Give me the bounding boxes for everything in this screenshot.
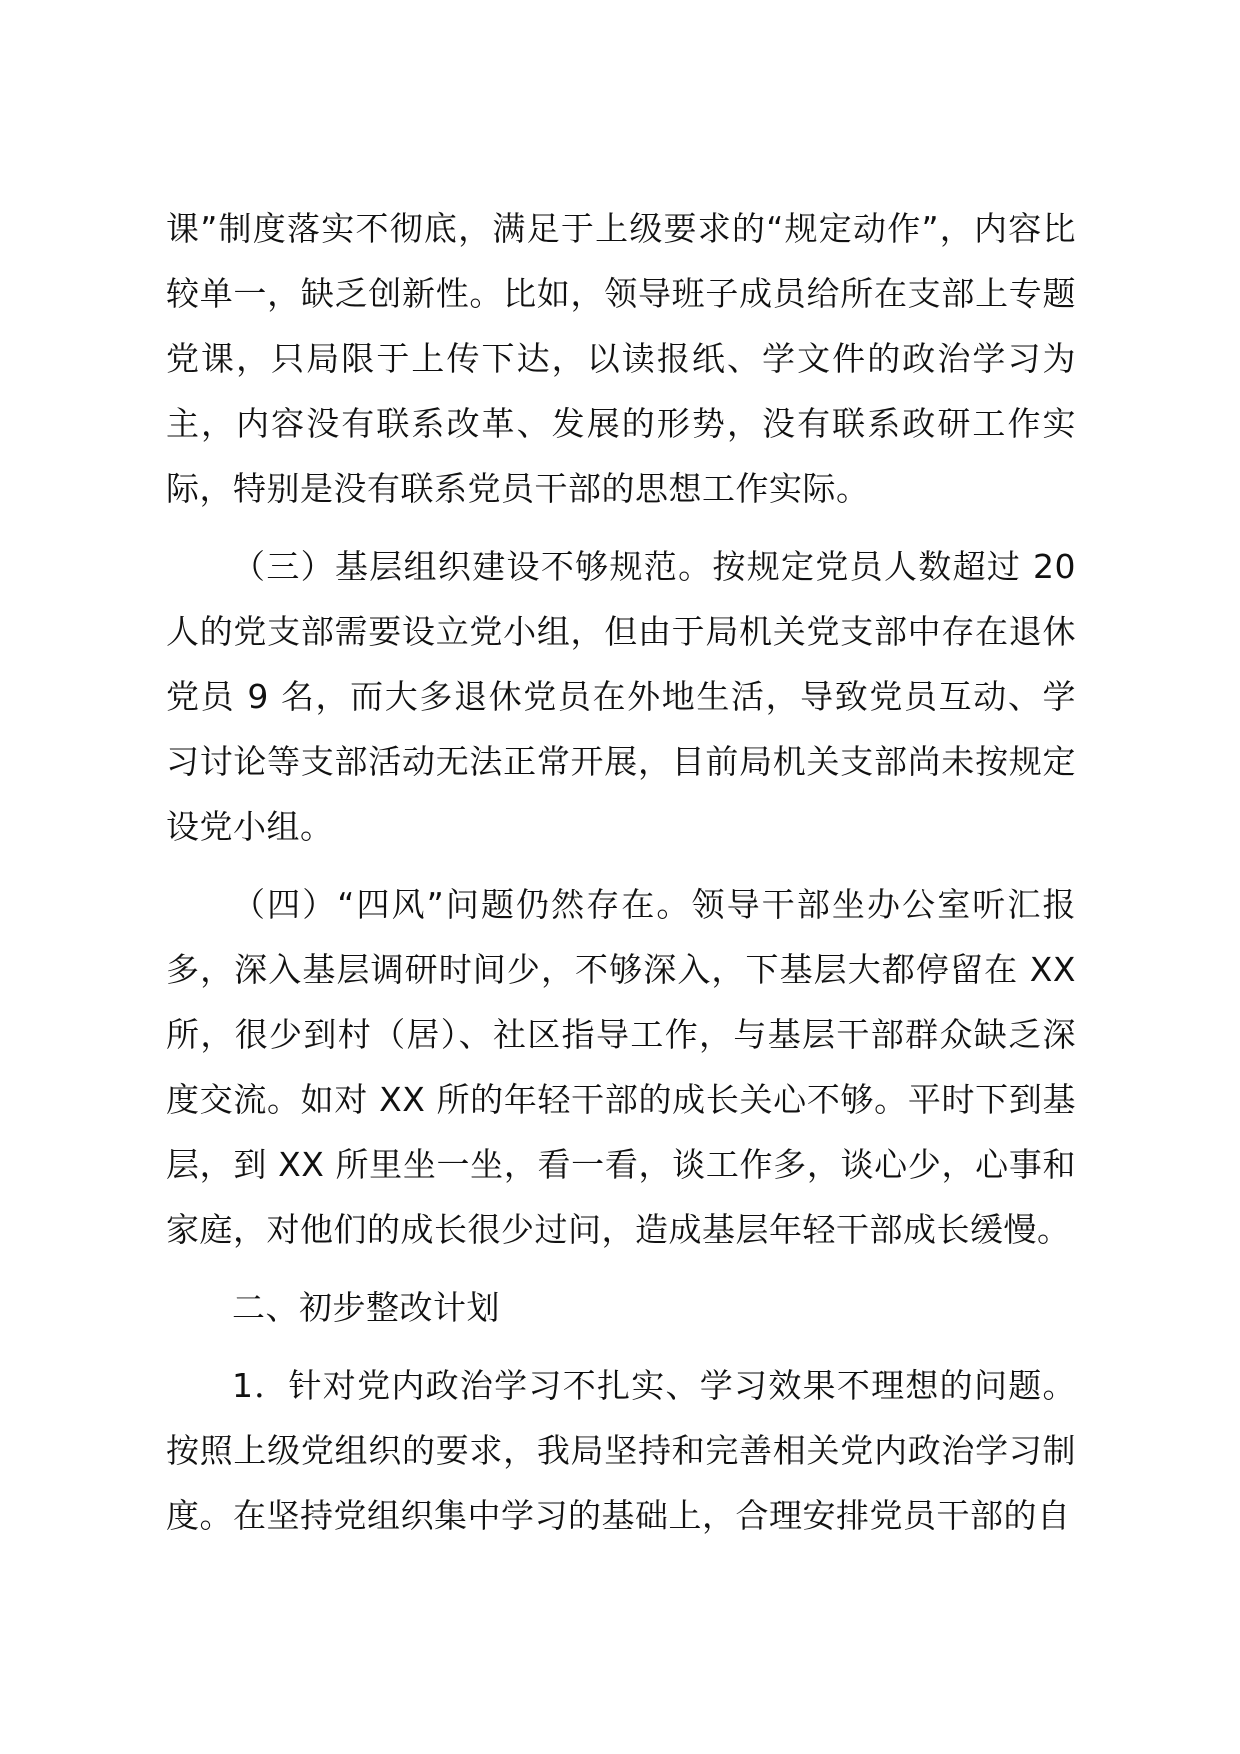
paragraph-plan-item-1: 1．针对党内政治学习不扎实、学习效果不理想的问题。按照上级党组织的要求，我局坚持和完善相关党内政治学习制度。在坚持党组织集中学习的基础上，合理安排党员干部的自 bbox=[166, 1366, 1076, 1535]
section-heading: 二、初步整改计划 bbox=[232, 1288, 500, 1327]
paragraph-section-three: （三）基层组织建设不够规范。按规定党员人数超过 20 人的党支部需要设立党小组，但由于局机关党支部中存在退休党员 9 名，而大多退休党员在外地生活，导致党员互动、学习讨论等支部活动无法正常开展，目前局机关支部尚未按规定设党小组。 bbox=[166, 547, 1076, 846]
document-body bbox=[166, 196, 1076, 1548]
paragraph-section-four: （四）“四风”问题仍然存在。领导干部坐办公室听汇报多，深入基层调研时间少，不够深入，下基层大都停留在 XX 所，很少到村（居）、社区指导工作，与基层干部群众缺乏深度交流。如对 XX 所的年轻干部的成长关心不够。平时下到基层，到 XX 所里坐一坐，看一看，谈工作多，谈心少，心事和家庭，对他们的成长很少过问，造成基层年轻干部成长缓慢。 bbox=[166, 885, 1076, 1249]
paragraph-continuation: 课”制度落实不彻底，满足于上级要求的“规定动作”，内容比较单一，缺乏创新性。比如，领导班子成员给所在支部上专题党课，只局限于上传下达，以读报纸、学文件的政治学习为主，内容没有联系改革、发展的形势，没有联系政研工作实际，特别是没有联系党员干部的思想工作实际。 bbox=[166, 209, 1076, 508]
